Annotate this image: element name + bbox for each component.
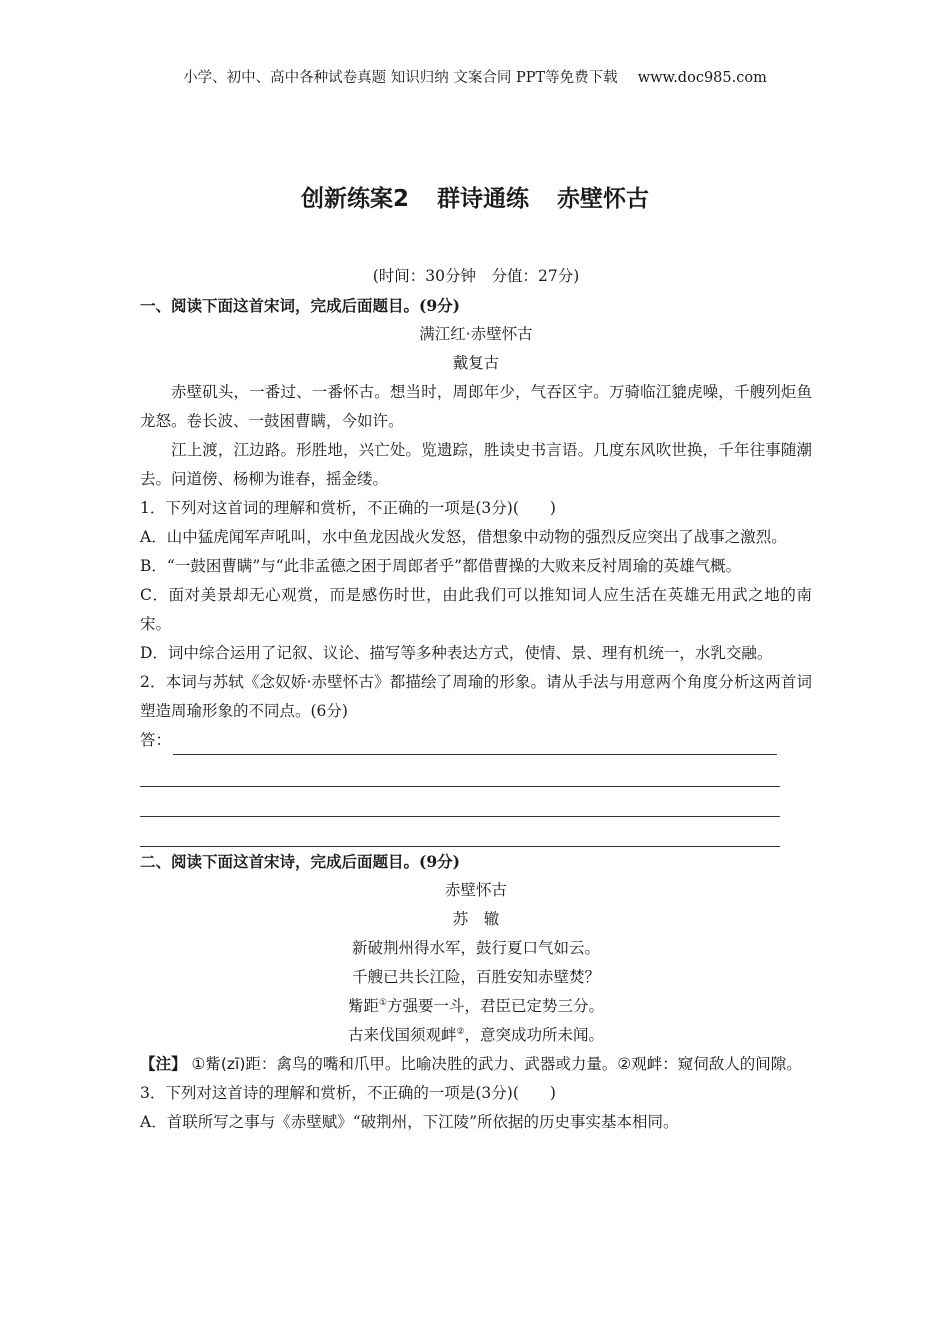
answer-line[interactable] [140,757,780,787]
poem-2-line-4-part-a: 古来伐国须观衅 [347,1026,457,1044]
question-1-option-a: A．山中猛虎闻军声吼叫，水中鱼龙因战火发怒，借想象中动物的强烈反应突出了战事之激烈。 [140,528,787,546]
question-3: 3．下列对这首诗的理解和赏析，不正确的一项是(3分)( ) [140,1084,556,1102]
poem-2-line-3-part-b: 方强要一斗，君臣已定势三分。 [387,997,605,1015]
poem-1-stanza-1: 赤壁矶头，一番过、一番怀古。想当时，周郎年少，气吞区宇。万骑临江貔虎噪，千艘列炬鱼龙怒。卷长波、一鼓困曹瞒，今如许。 [140,383,812,430]
section-1-heading: 一、阅读下面这首宋词，完成后面题目。(9分) [140,296,460,315]
question-1-option-c: C．面对美景却无心观赏，而是感伤时世，由此我们可以推知词人应生活在英雄无用武之地的南宋。 [140,586,812,633]
poem-2-note [140,1050,812,1079]
title-part-2: 群诗通练 [437,186,529,212]
section-2-heading: 二、阅读下面这首宋诗，完成后面题目。(9分) [140,852,460,871]
question-1-option-d: D．词中综合运用了记叙、议论、描写等多种表达方式，使情、景、理有机统一，水乳交融。 [140,644,773,662]
poem-1-stanza-2: 江上渡，江边路。形胜地，兴亡处。览遗踪，胜读史书言语。几度东风吹世换，千年往事随潮去。问道傍、杨柳为谁春，摇金缕。 [140,441,812,488]
poem-2-line-1: 新破荆州得水军，鼓行夏口气如云。 [351,939,600,957]
poem-2-line-4-part-b: ，意突成功所未闻。 [464,1026,605,1044]
answer-line[interactable] [140,787,780,817]
poem-2-line-3 [140,992,812,1021]
poem-2-title: 赤壁怀古 [444,881,507,899]
poem-2-line-3-part-a: 觜距 [347,997,379,1015]
poem-2-author: 苏 辙 [452,910,500,928]
title-part-1: 创新练案2 [300,186,409,212]
note-mark: 【注】 [140,1055,187,1073]
poem-1-title: 满江红·赤壁怀古 [419,325,533,343]
question-1-option-b: B．“一鼓困曹瞒”与“此非孟德之困于周郎者乎”都借曹操的大败来反衬周瑜的英雄气概。 [140,557,742,575]
poem-2-line-2: 千艘已共长江险，百胜安知赤壁焚？ [351,968,600,986]
poem-1-author: 戴复古 [452,354,500,372]
time-score-meta: (时间：30分钟 分值：27分) [372,267,580,285]
question-3-option-a: A．首联所写之事与《赤壁赋》“破荆州，下江陵”所依据的历史事实基本相同。 [140,1113,679,1131]
document-body [140,262,812,1137]
page-header [0,66,950,87]
page-title [0,180,950,213]
question-2: 2．本词与苏轼《念奴娇·赤壁怀古》都描绘了周瑜的形象。请从手法与用意两个角度分析这两首词塑造周瑜形象的不同点。(6分) [140,673,812,720]
answer-lines [140,757,812,847]
note-text: ①觜(zī)距：禽鸟的嘴和爪甲。比喻决胜的武力、武器或力量。②观衅：窥伺敌人的间隙。 [191,1055,802,1073]
header-text: 小学、初中、高中各种试卷真题 知识归纳 文案合同 PPT等免费下载 [183,70,618,86]
header-site-link[interactable]: www.doc985.com [637,70,767,86]
answer-area[interactable] [140,726,812,755]
answer-line[interactable] [140,817,780,847]
title-part-3: 赤壁怀古 [557,186,649,212]
answer-label: 答： [140,731,172,749]
poem-2-line-4 [140,1021,812,1050]
question-1: 1．下列对这首词的理解和赏析，不正确的一项是(3分)( ) [140,499,556,517]
answer-line[interactable] [173,734,777,755]
footnote-ref-1: ① [378,997,388,1008]
footnote-ref-2: ② [456,1026,465,1037]
